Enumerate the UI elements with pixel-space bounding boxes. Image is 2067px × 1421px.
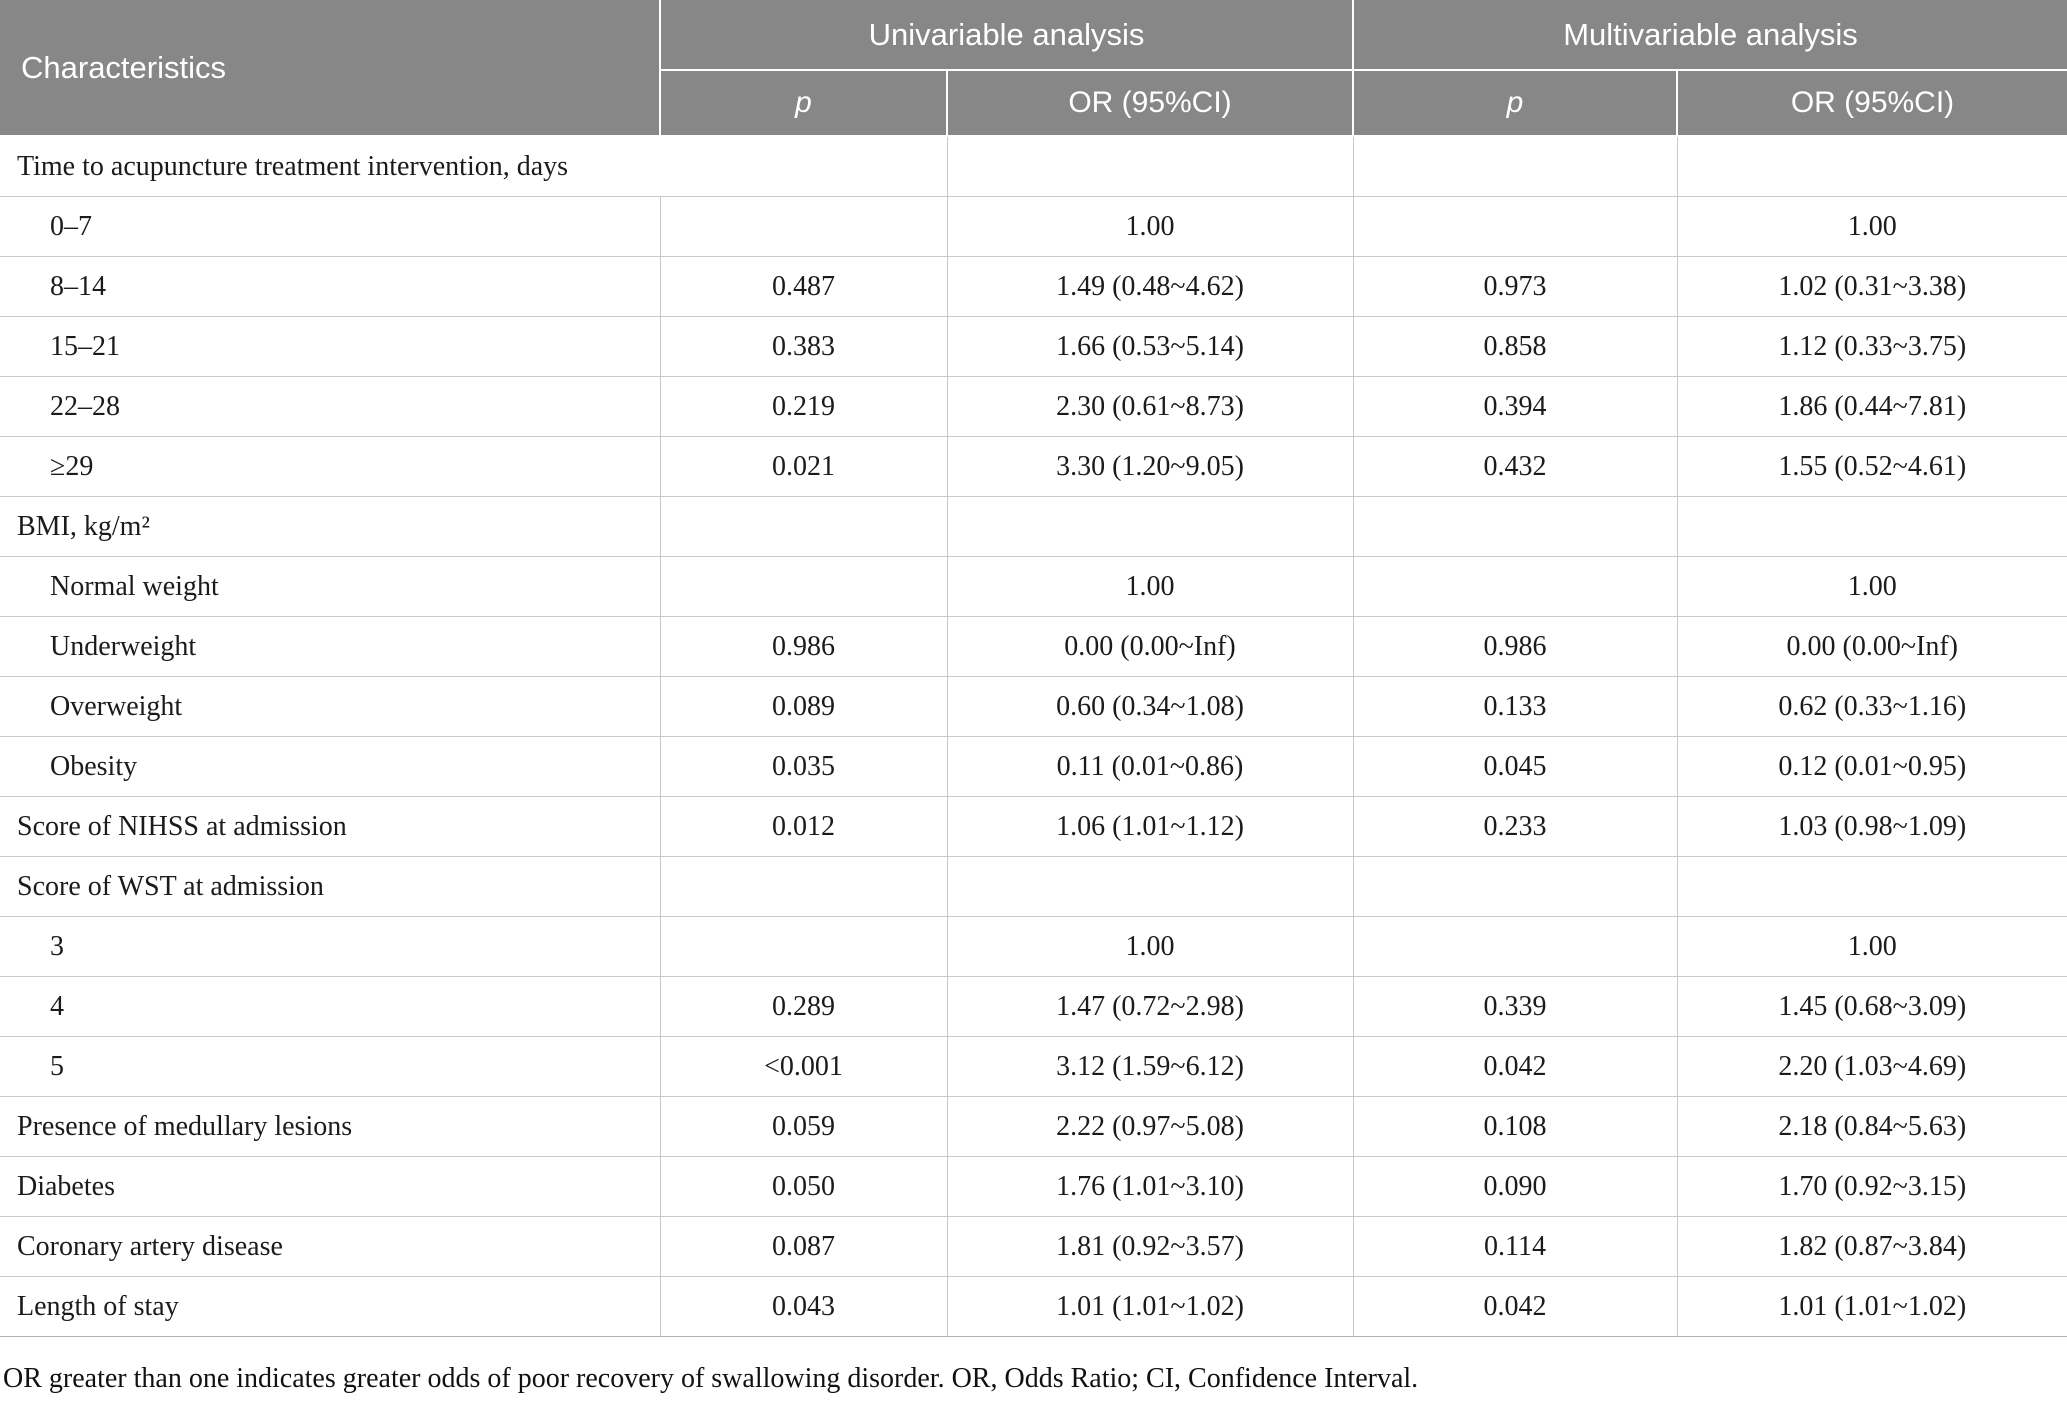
cell-uni-p: 0.986 xyxy=(660,617,947,677)
row-label: 4 xyxy=(0,977,660,1037)
cell-uni-p: 0.050 xyxy=(660,1157,947,1217)
table-row xyxy=(0,1217,2067,1277)
column-header-characteristics: Characteristics xyxy=(0,0,660,136)
cell-multi-or: 1.00 xyxy=(1677,917,2067,977)
table-row xyxy=(0,437,2067,497)
cell-uni-p: 0.089 xyxy=(660,677,947,737)
group-header-multivariable: Multivariable analysis xyxy=(1353,0,2067,70)
cell-uni-or: 1.47 (0.72~2.98) xyxy=(947,977,1353,1037)
table-footnote: OR greater than one indicates greater odds of poor recovery of swallowing disorder. OR, Odds Ratio; CI, Confidence Interval. xyxy=(3,1363,1419,1394)
cell-uni-or: 1.76 (1.01~3.10) xyxy=(947,1157,1353,1217)
cell-multi-p: 0.042 xyxy=(1353,1277,1677,1337)
cell-uni-or: 0.60 (0.34~1.08) xyxy=(947,677,1353,737)
row-label: BMI, kg/m² xyxy=(0,497,660,557)
cell-uni-p: 0.487 xyxy=(660,257,947,317)
row-label: Score of WST at admission xyxy=(0,857,660,917)
cell-multi-or: 1.82 (0.87~3.84) xyxy=(1677,1217,2067,1277)
cell-multi-or: 1.70 (0.92~3.15) xyxy=(1677,1157,2067,1217)
cell-multi-p: 0.339 xyxy=(1353,977,1677,1037)
cell-uni-p xyxy=(660,917,947,977)
cell-uni-or: 1.49 (0.48~4.62) xyxy=(947,257,1353,317)
column-header-univariable-or: OR (95%CI) xyxy=(947,70,1353,136)
cell-uni-or: 1.01 (1.01~1.02) xyxy=(947,1277,1353,1337)
row-label: 22–28 xyxy=(0,377,660,437)
cell-uni-or: 0.11 (0.01~0.86) xyxy=(947,737,1353,797)
cell-uni-or: 1.81 (0.92~3.57) xyxy=(947,1217,1353,1277)
row-label: Obesity xyxy=(0,737,660,797)
row-label: Underweight xyxy=(0,617,660,677)
table-row xyxy=(0,677,2067,737)
cell-multi-p: 0.090 xyxy=(1353,1157,1677,1217)
cell-uni-p: 0.219 xyxy=(660,377,947,437)
table-row xyxy=(0,197,2067,257)
cell-multi-or: 2.18 (0.84~5.63) xyxy=(1677,1097,2067,1157)
cell-uni-p: 0.021 xyxy=(660,437,947,497)
row-label: 3 xyxy=(0,917,660,977)
cell-multi-or: 0.00 (0.00~Inf) xyxy=(1677,617,2067,677)
cell-multi-or: 1.86 (0.44~7.81) xyxy=(1677,377,2067,437)
table-row xyxy=(0,737,2067,797)
row-label: 8–14 xyxy=(0,257,660,317)
cell-multi-or xyxy=(1677,136,2067,197)
table-row xyxy=(0,977,2067,1037)
cell-uni-p xyxy=(660,857,947,917)
table-row xyxy=(0,557,2067,617)
table-row xyxy=(0,257,2067,317)
row-label: Length of stay xyxy=(0,1277,660,1337)
row-label: 5 xyxy=(0,1037,660,1097)
cell-uni-or: 3.12 (1.59~6.12) xyxy=(947,1037,1353,1097)
table-row xyxy=(0,1277,2067,1337)
cell-multi-p: 0.858 xyxy=(1353,317,1677,377)
cell-uni-or xyxy=(947,857,1353,917)
cell-multi-p: 0.986 xyxy=(1353,617,1677,677)
cell-multi-or: 0.12 (0.01~0.95) xyxy=(1677,737,2067,797)
group-header-univariable: Univariable analysis xyxy=(660,0,1353,70)
cell-uni-or: 2.30 (0.61~8.73) xyxy=(947,377,1353,437)
cell-uni-p: 0.012 xyxy=(660,797,947,857)
table-header xyxy=(0,0,2067,136)
cell-multi-p xyxy=(1353,197,1677,257)
cell-multi-or: 1.03 (0.98~1.09) xyxy=(1677,797,2067,857)
cell-multi-or: 1.55 (0.52~4.61) xyxy=(1677,437,2067,497)
row-label: ≥29 xyxy=(0,437,660,497)
table-row xyxy=(0,1037,2067,1097)
cell-uni-or xyxy=(947,136,1353,197)
column-header-univariable-p: p xyxy=(660,70,947,136)
cell-uni-or: 1.66 (0.53~5.14) xyxy=(947,317,1353,377)
cell-multi-or: 1.00 xyxy=(1677,557,2067,617)
row-label: Score of NIHSS at admission xyxy=(0,797,660,857)
cell-uni-p: <0.001 xyxy=(660,1037,947,1097)
cell-multi-or: 1.45 (0.68~3.09) xyxy=(1677,977,2067,1037)
table-row xyxy=(0,136,2067,197)
cell-multi-p: 0.133 xyxy=(1353,677,1677,737)
table-body xyxy=(0,136,2067,1337)
row-label: 15–21 xyxy=(0,317,660,377)
table-row xyxy=(0,917,2067,977)
cell-uni-or: 3.30 (1.20~9.05) xyxy=(947,437,1353,497)
cell-uni-or: 1.00 xyxy=(947,557,1353,617)
cell-multi-or: 1.02 (0.31~3.38) xyxy=(1677,257,2067,317)
row-label: Presence of medullary lesions xyxy=(0,1097,660,1157)
cell-uni-p xyxy=(660,497,947,557)
cell-multi-p: 0.233 xyxy=(1353,797,1677,857)
cell-multi-p: 0.042 xyxy=(1353,1037,1677,1097)
cell-multi-p: 0.108 xyxy=(1353,1097,1677,1157)
table-row xyxy=(0,317,2067,377)
cell-uni-or: 1.00 xyxy=(947,197,1353,257)
column-header-multivariable-p: p xyxy=(1353,70,1677,136)
cell-multi-or xyxy=(1677,857,2067,917)
cell-uni-or: 1.06 (1.01~1.12) xyxy=(947,797,1353,857)
cell-uni-or xyxy=(947,497,1353,557)
cell-uni-p xyxy=(660,197,947,257)
column-header-multivariable-or: OR (95%CI) xyxy=(1677,70,2067,136)
row-label: Coronary artery disease xyxy=(0,1217,660,1277)
cell-multi-or: 1.12 (0.33~3.75) xyxy=(1677,317,2067,377)
cell-multi-or: 1.00 xyxy=(1677,197,2067,257)
cell-multi-or: 0.62 (0.33~1.16) xyxy=(1677,677,2067,737)
table-row xyxy=(0,497,2067,557)
cell-uni-or: 1.00 xyxy=(947,917,1353,977)
cell-multi-p: 0.394 xyxy=(1353,377,1677,437)
table-row xyxy=(0,1097,2067,1157)
table-row xyxy=(0,797,2067,857)
table-row xyxy=(0,617,2067,677)
row-label: Time to acupuncture treatment intervention, days xyxy=(0,136,947,197)
cell-uni-or: 0.00 (0.00~Inf) xyxy=(947,617,1353,677)
cell-uni-p xyxy=(660,557,947,617)
cell-multi-p: 0.114 xyxy=(1353,1217,1677,1277)
table-row xyxy=(0,1157,2067,1217)
cell-uni-p: 0.289 xyxy=(660,977,947,1037)
cell-multi-or: 1.01 (1.01~1.02) xyxy=(1677,1277,2067,1337)
cell-multi-p xyxy=(1353,497,1677,557)
cell-multi-or xyxy=(1677,497,2067,557)
table-row xyxy=(0,377,2067,437)
cell-uni-p: 0.043 xyxy=(660,1277,947,1337)
cell-uni-p: 0.035 xyxy=(660,737,947,797)
cell-uni-p: 0.087 xyxy=(660,1217,947,1277)
cell-multi-p: 0.432 xyxy=(1353,437,1677,497)
row-label: Normal weight xyxy=(0,557,660,617)
cell-multi-p: 0.045 xyxy=(1353,737,1677,797)
table-row xyxy=(0,857,2067,917)
header-group-row xyxy=(0,0,2067,70)
cell-uni-or: 2.22 (0.97~5.08) xyxy=(947,1097,1353,1157)
cell-uni-p: 0.059 xyxy=(660,1097,947,1157)
cell-multi-p xyxy=(1353,917,1677,977)
cell-uni-p: 0.383 xyxy=(660,317,947,377)
cell-multi-p xyxy=(1353,857,1677,917)
cell-multi-p: 0.973 xyxy=(1353,257,1677,317)
cell-multi-p xyxy=(1353,557,1677,617)
row-label: Overweight xyxy=(0,677,660,737)
cell-multi-or: 2.20 (1.03~4.69) xyxy=(1677,1037,2067,1097)
row-label: Diabetes xyxy=(0,1157,660,1217)
row-label: 0–7 xyxy=(0,197,660,257)
cell-multi-p xyxy=(1353,136,1677,197)
